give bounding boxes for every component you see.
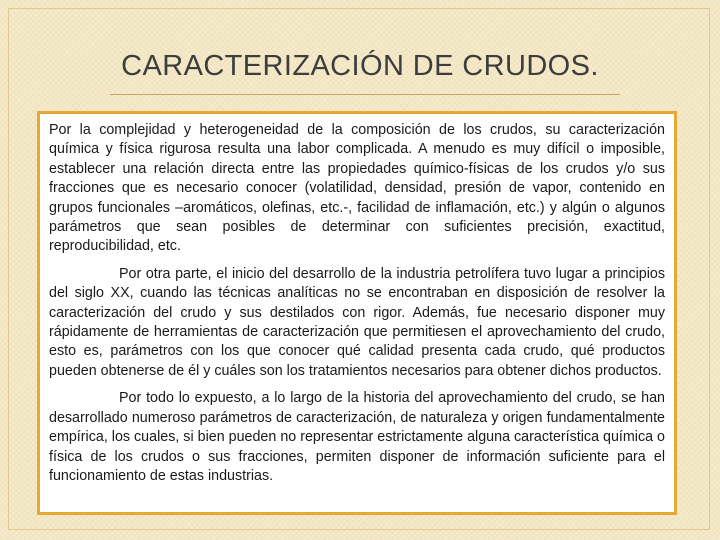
paragraph-1: Por la complejidad y heterogeneidad de la composición de los crudos, su caracterización química y física rigurosa resulta una labor complicada. A menudo es muy difícil o imposible, establecer una relación directa entre las propiedades químico-físicas de los crudos y/o sus fracciones que es necesario conocer (volatilidad, densidad, presión de vapor, contenido en grupos funcionales –aromáticos, olefinas, etc.-, facilidad de inflamación, etc.) y algún o algunos parámetros que sean posibles de determinar con suficientes precisión, exactitud, reproducibilidad, etc.: [49, 122, 665, 255]
paragraph-3: Por todo lo expuesto, a lo largo de la historia del aprovechamiento del crudo, se han desarrollado numeroso parámetros de caracterización, de naturaleza y origen fundamentalmente empírica, los cuales, si bien pueden no representar estrictamente alguna característica química o física de los crudos o sus fracciones, permiten disponer de información suficiente para el funcionamiento de estas industrias.: [49, 390, 665, 484]
content-box: [37, 111, 677, 515]
slide-title: CARACTERIZACIÓN DE CRUDOS.: [121, 50, 599, 82]
paragraph-2: Por otra parte, el inicio del desarrollo de la industria petrolífera tuvo lugar a principios del siglo XX, cuando las técnicas analíticas no se encontraban en disposición de resolver la caracterización del crudo y sus destilados con rigor. Además, fue necesario disponer muy rápidamente de herramientas de caracterización que permitiesen el aprovechamiento del crudo, esto es, parámetros con los que conocer qué calidad presenta cada crudo, qué productos pueden obtenerse de él y cuáles son los tratamientos necesarios para obtener dichos productos.: [49, 265, 665, 379]
title-underline: [110, 94, 620, 95]
